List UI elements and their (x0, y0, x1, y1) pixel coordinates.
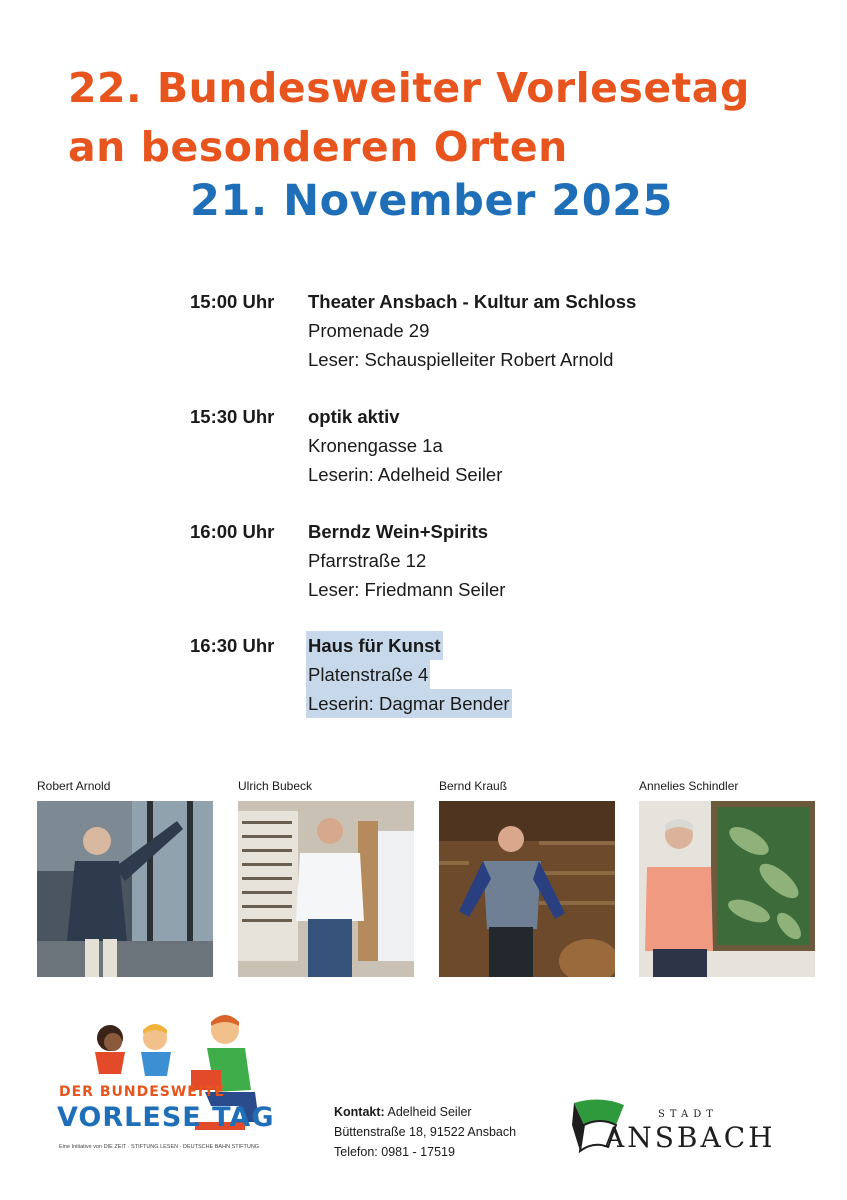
event-reader: Leser: Schauspielleiter Robert Arnold (308, 349, 614, 370)
contact-block (334, 1102, 516, 1162)
event-reader[interactable]: Leserin: Dagmar Bender (306, 689, 512, 718)
event-venue[interactable]: Haus für Kunst (306, 631, 443, 660)
contact-label: Kontakt: (334, 1105, 385, 1119)
person-card (639, 777, 815, 977)
stadt-ansbach-logo (570, 1095, 790, 1160)
logo-tagline: Eine Initiative von DIE ZEIT · STIFTUNG LESEN · DEUTSCHE BAHN STIFTUNG (59, 1144, 260, 1150)
person-card (37, 777, 213, 977)
event-time: 16:30 Uhr (190, 635, 275, 656)
event-time: 15:30 Uhr (190, 406, 275, 427)
event-address[interactable]: Platenstraße 4 (306, 660, 430, 689)
event-address: Kronengasse 1a (308, 435, 443, 456)
event-time: 15:00 Uhr (190, 291, 275, 312)
title-line-1: 22. Bundesweiter Vorlesetag (68, 64, 750, 112)
person-name: Annelies Schindler (639, 779, 739, 793)
event-address: Pfarrstraße 12 (308, 550, 427, 571)
contact-person: Adelheid Seiler (387, 1105, 472, 1119)
title-line-2: an besonderen Orten (68, 123, 568, 171)
contact-address: Büttenstraße 18, 91522 Ansbach (334, 1125, 517, 1139)
logo-line-2: VORLESE TAG (57, 1102, 275, 1133)
logo-ansbach: ANSBACH (604, 1121, 776, 1154)
event-venue: Theater Ansbach - Kultur am Schloss (308, 291, 637, 312)
event-venue: optik aktiv (308, 406, 400, 427)
person-name: Ulrich Bubeck (238, 779, 313, 793)
person-card (439, 777, 615, 977)
event-time: 16:00 Uhr (190, 521, 275, 542)
person-name: Bernd Krauß (439, 779, 508, 793)
person-photo (238, 801, 414, 977)
event-venue: Berndz Wein+Spirits (308, 521, 489, 542)
logo-stadt: STADT (658, 1109, 718, 1120)
person-photo (439, 801, 615, 977)
event-date: 21. November 2025 (190, 176, 673, 226)
event-reader: Leserin: Adelheid Seiler (308, 464, 503, 485)
person-photo (37, 801, 213, 977)
event-address: Promenade 29 (308, 320, 430, 341)
logo-line-1: DER BUNDESWEITE (59, 1084, 226, 1100)
person-photo (639, 801, 815, 977)
vorlesetag-logo (55, 1010, 285, 1165)
contact-phone: Telefon: 0981 - 17519 (334, 1145, 455, 1159)
person-name: Robert Arnold (37, 779, 111, 793)
event-reader: Leser: Friedmann Seiler (308, 579, 506, 600)
person-card (238, 777, 414, 977)
